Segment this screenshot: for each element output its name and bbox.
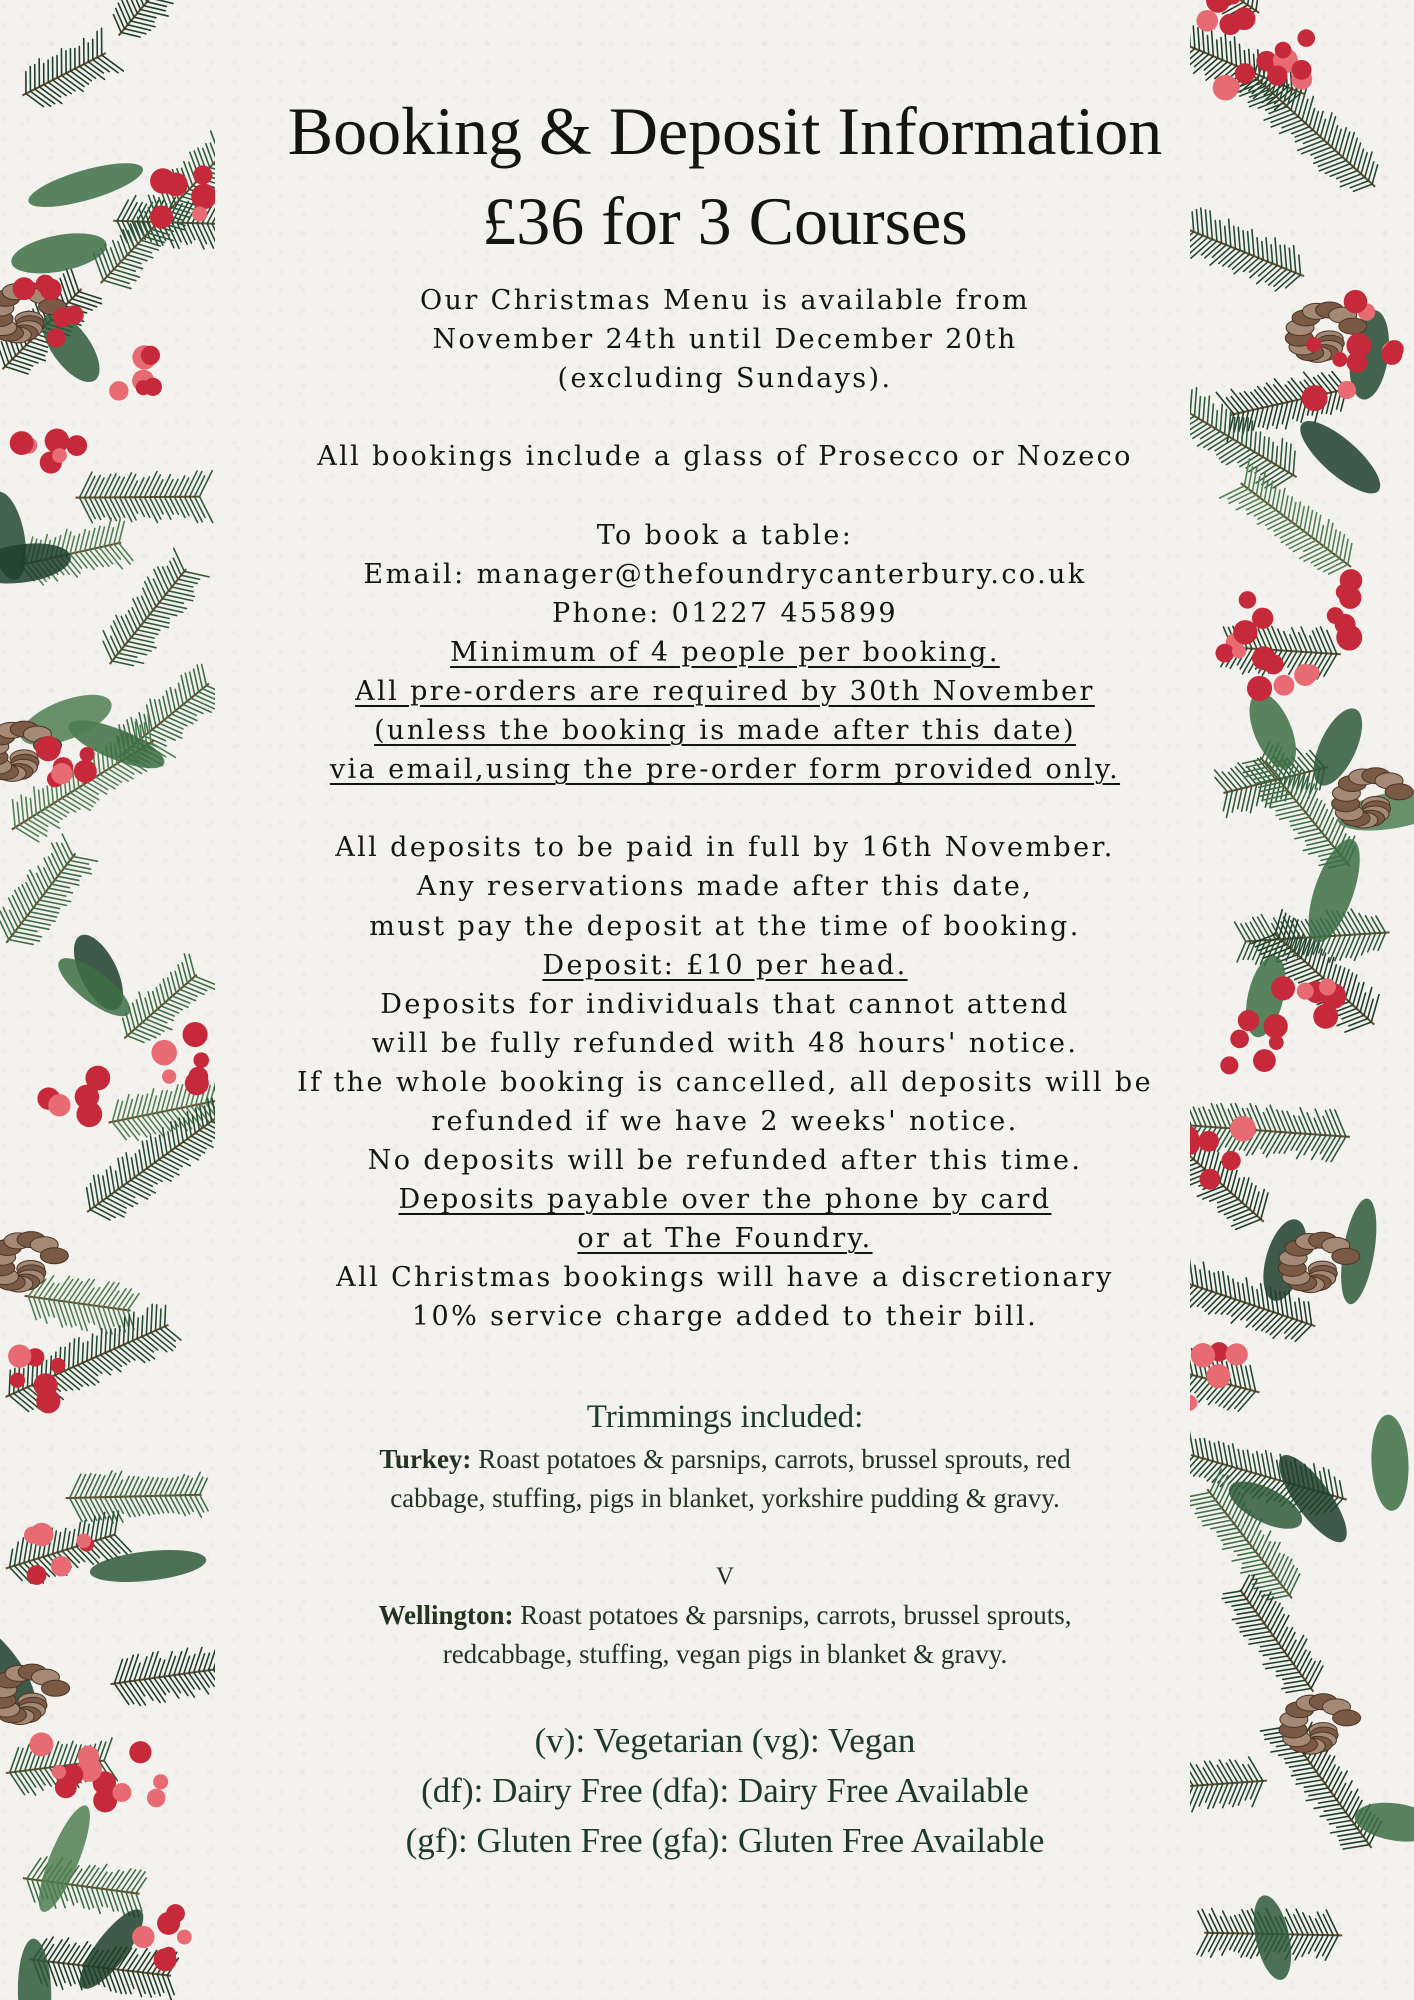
info-line: [240, 594, 1210, 633]
legend-line-gluten-free: (gf): Gluten Free (gfa): Gluten Free Available: [405, 1821, 1045, 1860]
info-line: [240, 946, 1210, 985]
info-line-text: 10% service charge added to their bill.: [411, 1301, 1039, 1333]
info-line-text: Deposits payable over the phone by card: [398, 1184, 1052, 1216]
right-christmas-garland-decoration: [1190, 0, 1414, 2000]
info-line-text: Phone: 01227 455899: [551, 597, 898, 629]
turkey-label: Turkey:: [379, 1444, 472, 1474]
wellington-trimmings-line-2: redcabbage, stuffing, vegan pigs in blanket & gravy.: [442, 1639, 1008, 1669]
info-line-text: Our Christmas Menu is available from: [420, 285, 1030, 316]
info-line-text: November 24th until December 20th: [432, 324, 1018, 356]
info-line: [240, 1063, 1210, 1102]
info-line: [240, 320, 1210, 359]
info-line: [240, 672, 1210, 711]
info-line: [240, 867, 1210, 906]
info-line-text: Minimum of 4 people per booking.: [450, 636, 1000, 668]
page-title: Booking & Deposit Information: [287, 93, 1163, 169]
info-line: [240, 555, 1210, 594]
legend-line-dairy-free: (df): Dairy Free (dfa): Dairy Free Available: [421, 1771, 1029, 1810]
info-line: [240, 907, 1210, 946]
info-line-text: All deposits to be paid in full by 16th November.: [335, 832, 1115, 864]
info-line: [240, 985, 1210, 1024]
booking-details: [240, 281, 1210, 1337]
info-line-text: If the whole booking is cancelled, all deposits will be: [297, 1066, 1153, 1098]
dietary-legend: [240, 1716, 1210, 1866]
info-line: [240, 633, 1210, 672]
info-line-text: (unless the booking is made after this date): [374, 715, 1076, 747]
info-line-text: Email: manager@thefoundrycanterbury.co.uk: [363, 558, 1087, 590]
spacer-line: [240, 476, 1210, 515]
turkey-trimmings-line-1: [240, 1440, 1210, 1479]
info-line-text: (excluding Sundays).: [557, 363, 893, 395]
info-line: [240, 359, 1210, 398]
info-line: [240, 711, 1210, 750]
info-line-text: All bookings include a glass of Prosecco or Nozeco: [317, 441, 1133, 473]
info-line: [240, 437, 1210, 476]
info-line: [240, 1219, 1210, 1258]
spacer-line: [240, 398, 1210, 437]
info-line: [240, 1258, 1210, 1297]
v-mark: V: [715, 1563, 735, 1590]
info-line-text: via email,using the pre-order form provided only.: [329, 754, 1121, 786]
info-line: [240, 281, 1210, 320]
spacer-line: [240, 789, 1210, 828]
info-line-text: All pre-orders are required by 30th November: [355, 675, 1095, 707]
info-line: [240, 1180, 1210, 1219]
info-line-text: refunded if we have 2 weeks' notice.: [431, 1105, 1019, 1137]
info-line: [240, 750, 1210, 789]
info-line-text: No deposits will be refunded after this time.: [367, 1145, 1083, 1177]
wellington-text: Roast potatoes & parsnips, carrots, brussel sprouts,: [513, 1600, 1072, 1630]
wellington-label: Wellington:: [378, 1600, 514, 1630]
info-line: [240, 1141, 1210, 1180]
left-christmas-garland-decoration: [0, 0, 215, 2000]
info-line-text: Deposits for individuals that cannot attend: [380, 988, 1070, 1020]
info-line-text: or at The Foundry.: [577, 1223, 873, 1255]
turkey-trimmings-line-2: cabbage, stuffing, pigs in blanket, yorkshire pudding & gravy.: [390, 1483, 1060, 1513]
info-line: [240, 1297, 1210, 1336]
info-line-text: All Christmas bookings will have a discretionary: [336, 1262, 1114, 1294]
wellington-trimmings-line-1: [240, 1596, 1210, 1635]
trimmings-section: [240, 1394, 1210, 1674]
info-line: [240, 828, 1210, 867]
info-line: [240, 1024, 1210, 1063]
info-line: [240, 516, 1210, 555]
info-line-text: Any reservations made after this date,: [416, 871, 1034, 903]
info-line-text: will be fully refunded with 48 hours' notice.: [371, 1027, 1079, 1059]
info-line-text: must pay the deposit at the time of booking.: [369, 910, 1081, 942]
trimmings-title: Trimmings included:: [586, 1399, 864, 1435]
info-line-text: Deposit: £10 per head.: [542, 949, 908, 981]
legend-line-vegetarian: (v): Vegetarian (vg): Vegan: [534, 1721, 916, 1760]
price-heading: £36 for 3 Courses: [482, 183, 968, 259]
info-line: [240, 1102, 1210, 1141]
turkey-text: Roast potatoes & parsnips, carrots, brussel sprouts, red: [471, 1444, 1071, 1474]
info-line-text: To book a table:: [596, 519, 854, 551]
